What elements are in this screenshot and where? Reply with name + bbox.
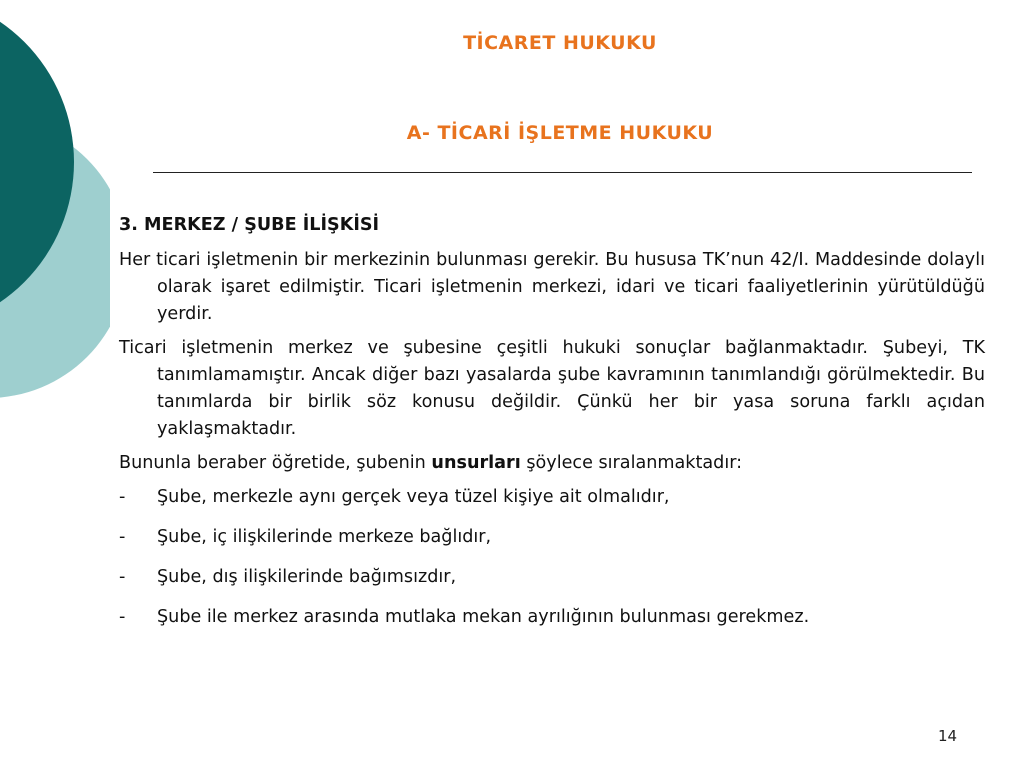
- paragraph-sube: Ticari işletmenin merkez ve şubesine çeşitli hukuki sonuçlar bağlanmaktadır. Şubeyi, TK tanımlamamıştır. Ancak diğer bazı yasalarda şube kavramının tanımlandığı görülmektedir. Bu tanımlarda bir birlik söz konusu değildir. Çünkü her bir yasa soruna farklı açıdan yaklaşmaktadır.: [119, 338, 985, 439]
- title-divider: [153, 172, 972, 173]
- list-item: [119, 524, 985, 551]
- list-item: [119, 604, 985, 631]
- slide-body: [119, 212, 985, 644]
- page-number: 14: [938, 727, 958, 745]
- list-item: [119, 484, 985, 511]
- bullet-dash: -: [119, 487, 126, 507]
- list-item-text: Şube, dış ilişkilerinde bağımsızdır,: [157, 567, 457, 587]
- paragraph-unsurlar-bold: unsurları: [431, 453, 521, 473]
- list-item-text: Şube ile merkez arasında mutlaka mekan ayrılığının bulunması gerekmez.: [157, 607, 810, 627]
- paragraph-unsurlar: [119, 450, 985, 477]
- list-item: [119, 564, 985, 591]
- paragraph-merkez: Her ticari işletmenin bir merkezinin bulunması gerekir. Bu hususa TK’nun 42/I. Maddesinde dolaylı olarak işaret edilmiştir. Ticari işletmenin merkezi, idari ve ticari faaliyetlerinin yürütüldüğü yerdir.: [119, 250, 985, 324]
- bullet-dash: -: [119, 607, 126, 627]
- page-title: TİCARET HUKUKU: [463, 32, 657, 54]
- decorative-circles: [0, 0, 110, 420]
- paragraph-unsurlar-lead: Bununla beraber öğretide, şubenin: [119, 453, 432, 473]
- bullet-dash: -: [119, 567, 126, 587]
- section-heading: 3. MERKEZ / ŞUBE İLİŞKİSİ: [119, 215, 380, 235]
- list-item-text: Şube, iç ilişkilerinde merkeze bağlıdır,: [157, 527, 492, 547]
- bullet-dash: -: [119, 527, 126, 547]
- paragraph-unsurlar-tail: şöylece sıralanmaktadır:: [520, 453, 743, 473]
- page-subtitle: A- TİCARİ İŞLETME HUKUKU: [406, 122, 714, 144]
- list-item-text: Şube, merkezle aynı gerçek veya tüzel kişiye ait olmalıdır,: [157, 487, 670, 507]
